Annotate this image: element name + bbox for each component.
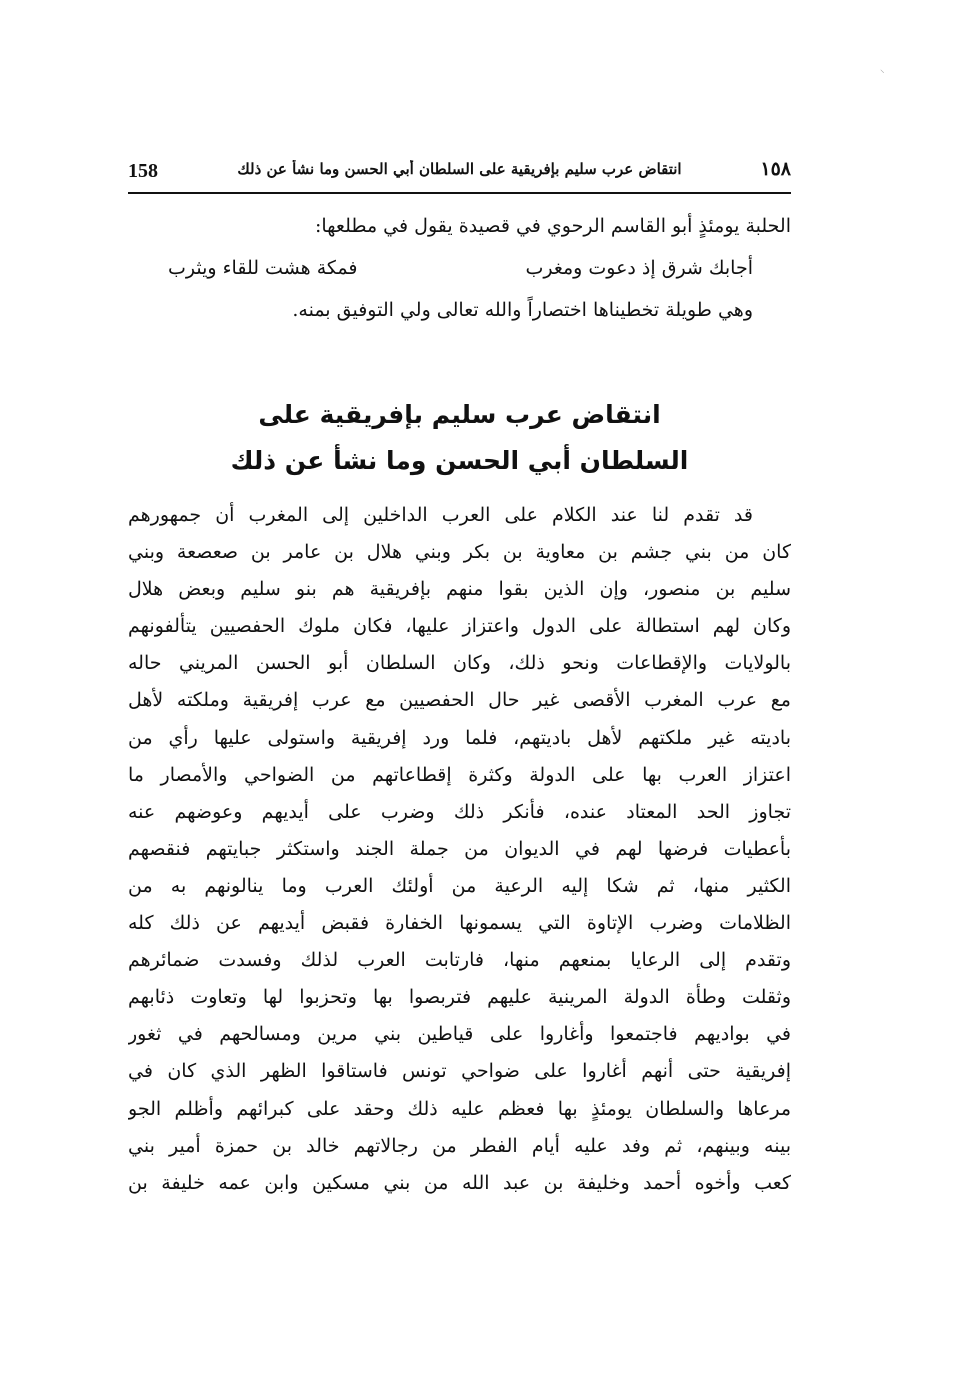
page-number-latin: 158 bbox=[128, 160, 158, 182]
section-heading bbox=[128, 392, 791, 484]
body-line: سليم بن منصور، وإن الذين بقوا منهم بإفريقية هم بنو سليم وبعض هلال bbox=[128, 578, 791, 601]
page-number-arabic: ١٥٨ bbox=[760, 158, 791, 180]
body-line: في بواديهم فاجتمعوا وأغاروا على قياطين بني مرين ومسالحهم في ثغور bbox=[128, 1023, 791, 1046]
body-line: كعب وأخوه أحمد وخليفة بن عبد الله من بني مسكين وابن عمه خليفة بن bbox=[128, 1171, 791, 1194]
body-line: اعتزاز العرب بها على الدولة وكثرة إقطاعاتهم من الضواحي والأمصار ما bbox=[128, 763, 791, 786]
header-rule bbox=[128, 192, 791, 194]
body-line: بالولايات والإقطاعات ونحو ذلك، وكان السلطان أبو الحسن المريني حاله bbox=[128, 652, 791, 675]
body-line: بينه وبينهم، ثم وفد عليه أيام الفطر من رجالاتهم خالد بن حمزة أمير بني bbox=[128, 1134, 791, 1157]
body-line: وتقدم إلى الرعايا بمنعهم منها، فارتابت العرب لذلك وفسدت ضمائرهم bbox=[128, 949, 791, 972]
heading-line: السلطان أبي الحسن وما نشأ عن ذلك bbox=[230, 446, 689, 475]
body-line: وثقلت وطأة الدولة المرينية عليهم فتربصوا بها وتحزبوا لها وتعاوت ذئابهم bbox=[128, 986, 791, 1009]
body-paragraph bbox=[128, 497, 791, 1202]
body-line: بأعطيات فرضها لهم في الديوان من جملة الجند واستكثر جبايتهم فنقصهم bbox=[128, 837, 791, 860]
scan-speck-mark: ⸌ bbox=[880, 69, 885, 79]
heading-line: انتقاض عرب سليم بإفريقية على bbox=[258, 400, 661, 429]
body-line: باديته غير ملكتهم لأهل باديتهم، فلما ورد إفريقية واستولى عليها رأي من bbox=[128, 726, 791, 749]
body-line: كان من بني جشم بن معاوية بن بكر وبني هلال بن عامر بن صعصعة وبني bbox=[128, 541, 791, 564]
verse-first-hemistich: أجابك شرق إذ دعوت ومغرب bbox=[525, 257, 753, 279]
body-line: الظلامات وضرب الإتاوة التي يسمونها الخفارة فقبض أيديهم عن ذلك كله bbox=[128, 912, 791, 935]
poem-verse bbox=[128, 246, 791, 290]
body-line: الكثير منها، ثم شكا إليه الرعية من أولئك العرب وما ينالونهم به من bbox=[128, 874, 791, 897]
intro-line: الحلبة يومئذٍ أبو القاسم الرحوي في قصيدة يقول في مطلعها: bbox=[314, 215, 791, 237]
body-line: تجاوز الحد المعتاد عنده، فأنكر ذلك وضرب على أيديهم وعوضهم عنه bbox=[128, 800, 791, 823]
page-header bbox=[128, 158, 791, 188]
body-line: إفريقية حتى أنهم أغاروا على ضواحي تونس فاستاقوا الظهر الذي كان في bbox=[128, 1060, 791, 1083]
body-line: وكان لهم استطالة على الدول واعتزاز عليها، فكان ملوك الحفصيين يتألفونهم bbox=[128, 615, 791, 638]
body-line: قد تقدم لنا عند الكلام على العرب الداخلين إلى المغرب أن جمهورهم bbox=[128, 504, 753, 526]
intro-block bbox=[128, 206, 791, 330]
intro-line: وهي طويلة تخطيناها اختصاراً والله تعالى ولي التوفيق بمنه. bbox=[292, 299, 753, 321]
running-title: انتقاض عرب سليم بإفريقية على السلطان أبي الحسن وما نشأ عن ذلك bbox=[237, 160, 682, 178]
body-line: مرعاها والسلطان يومئذٍ بها فعظم عليه ذلك وحقد على كبرائهم وأظلم الجو bbox=[128, 1097, 791, 1120]
body-line: مع عرب المغرب الأقصى غير حال الحفصيين مع عرب إفريقية وملكته لأهل bbox=[128, 689, 791, 712]
verse-second-hemistich: فمكة هشت للقاء ويثرب bbox=[168, 257, 358, 279]
